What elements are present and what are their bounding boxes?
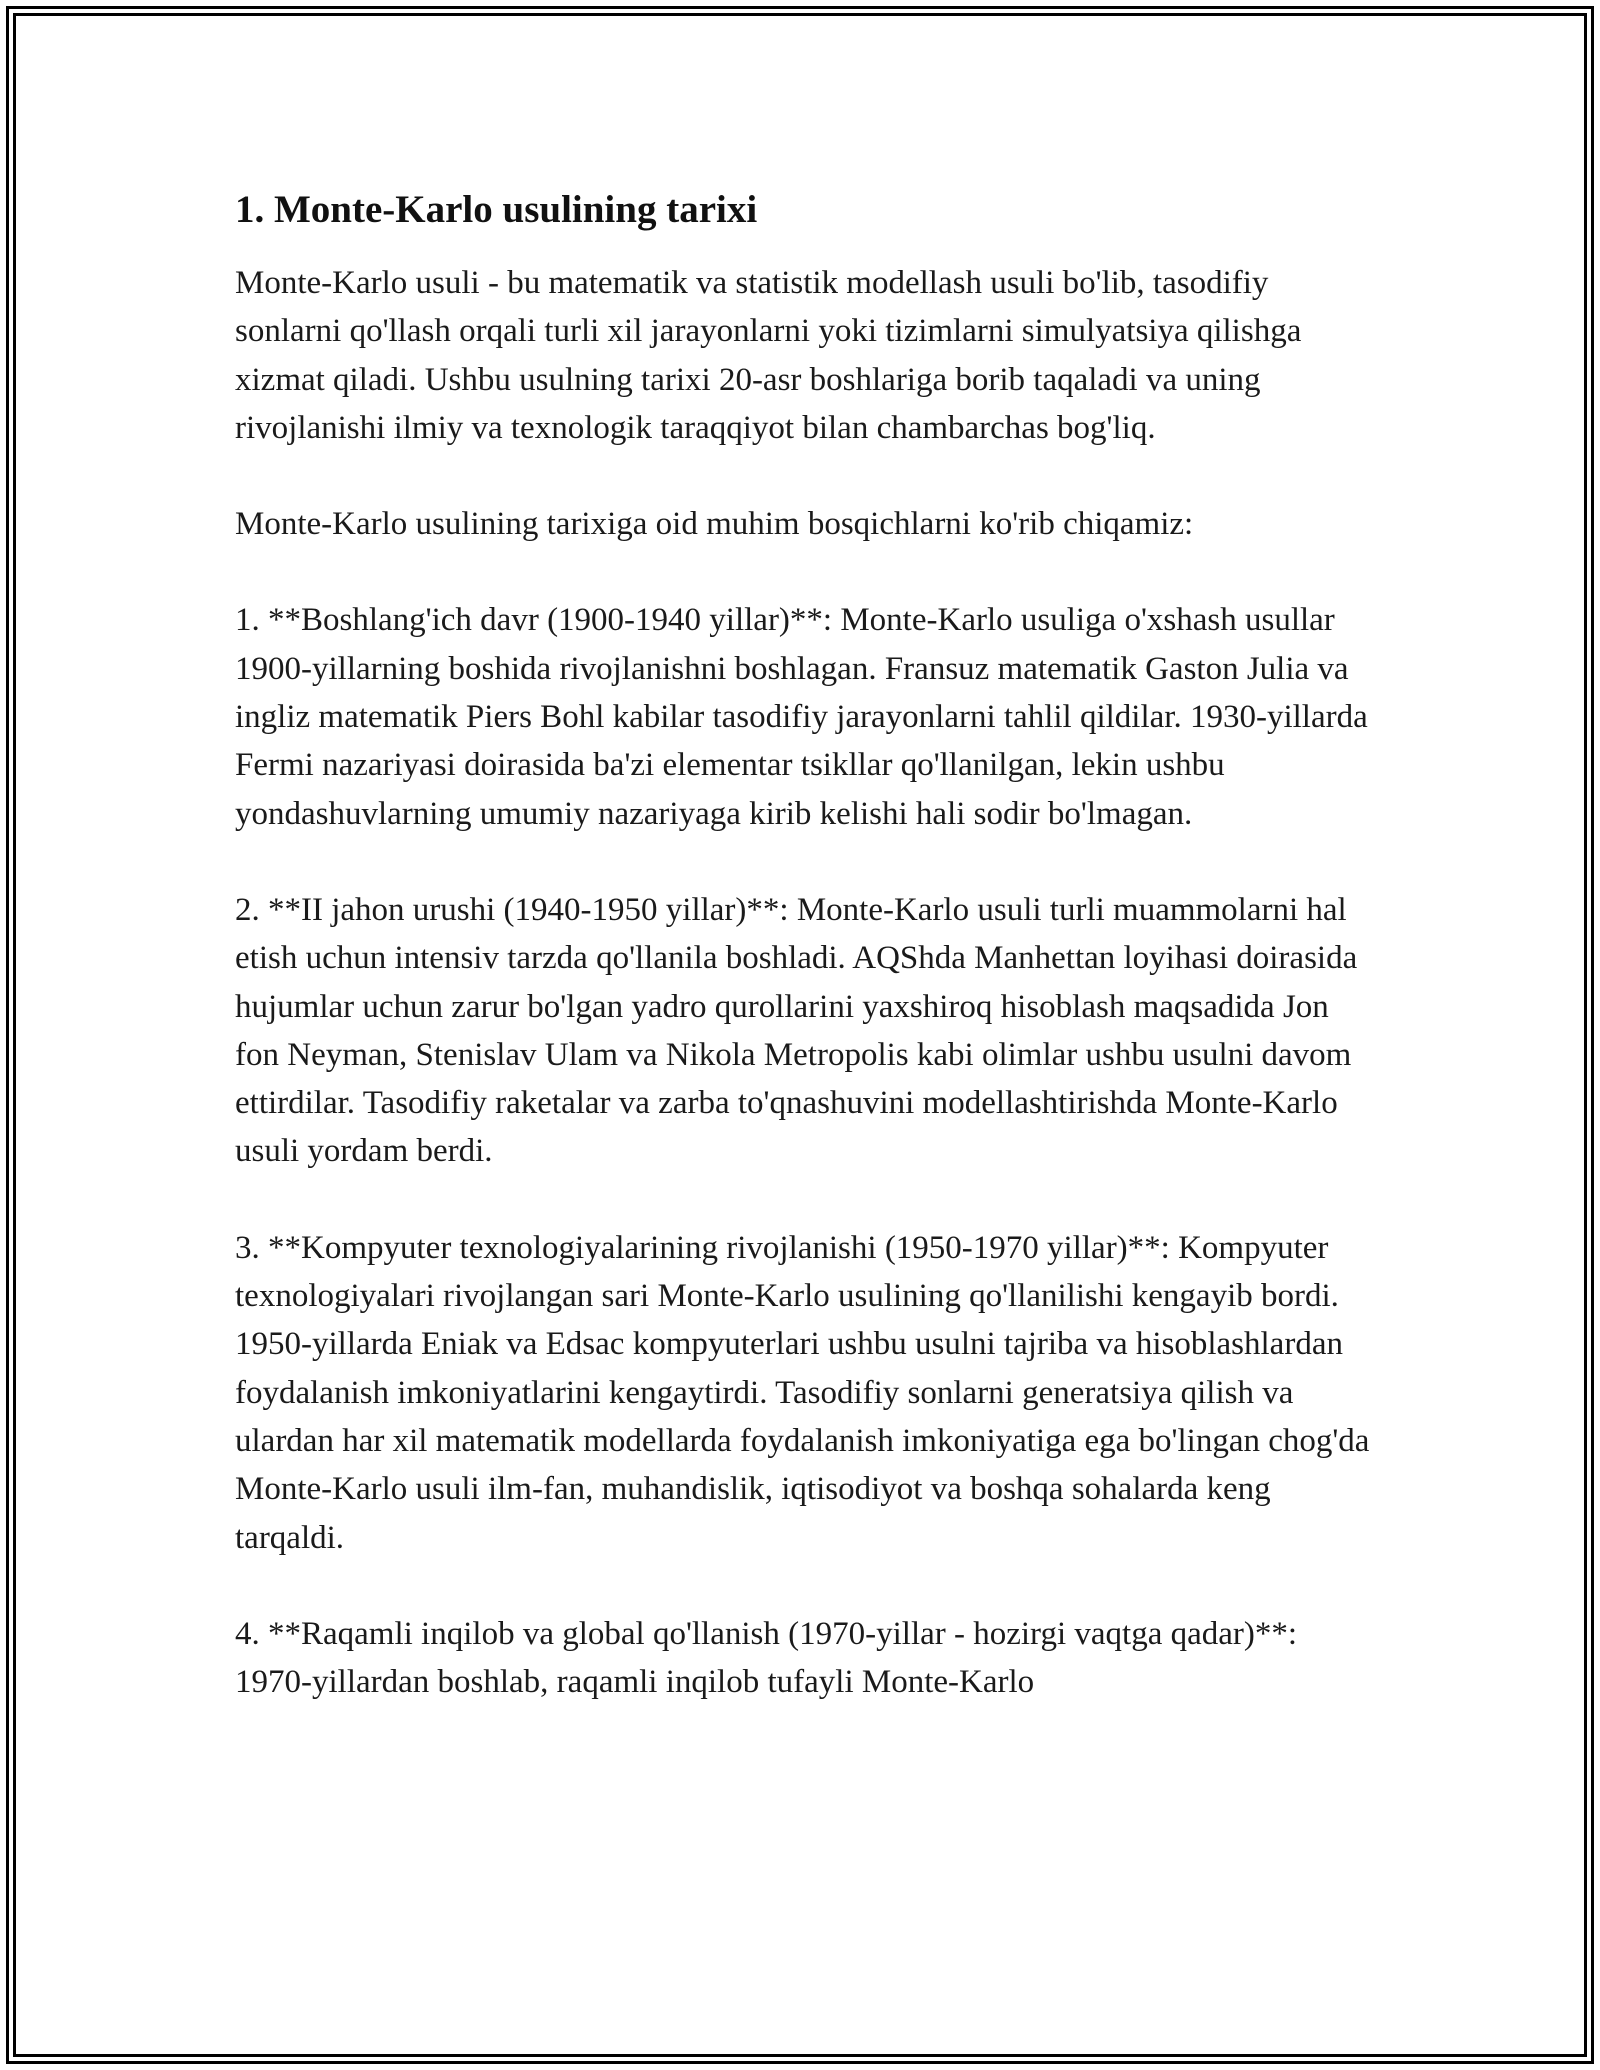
stages-intro-paragraph: Monte-Karlo usulining tarixiga oid muhim bosqichlarni ko'rib chiqamiz: bbox=[235, 506, 1194, 543]
stage-3-paragraph: 3. **Kompyuter texnologiyalarining rivojlanishi (1950-1970 yillar)**: Kompyuter texnologiyalari rivojlangan sari Monte-Karlo usulining qo'llanilishi kengayib bordi. 1950-yillarda Eniak va Edsac kompyuterlari ushbu usulni tajriba va hisoblashlardan foydalanish imkoniyatlarini kengaytirdi. Tasodifiy sonlarni generatsiya qilish va ulardan har xil matematik modellarda foydalanish imkoniyatiga ega bo'lingan chog'da Monte-Karlo usuli ilm-fan, muhandislik, iqtisodiyot va boshqa sohalarda keng tarqaldi. bbox=[235, 1229, 1370, 1556]
section-heading: 1. Monte-Karlo usulining tarixi bbox=[235, 188, 758, 231]
stage-2-paragraph: 2. **II jahon urushi (1940-1950 yillar)**: Monte-Karlo usuli turli muammolarni hal etish uchun intensiv tarzda qo'llanila boshladi. AQShda Manhettan loyihasi doirasida hujumlar uchun zarur bo'lgan yadro qurollarini yaxshiroq hisoblash maqsadida Jon fon Neyman, Stenislav Ulam va Nikola Metropolis kabi olimlar ushbu usulni davom ettirdilar. Tasodifiy raketalar va zarba to'qnashuvini modellashtirishda Monte-Karlo usuli yordam berdi. bbox=[235, 891, 1358, 1170]
stage-4-paragraph: 4. **Raqamli inqilob va global qo'llanish (1970-yillar - hozirgi vaqtga qadar)**: 1970-yillardan boshlab, raqamli inqilob tufayli Monte-Karlo bbox=[235, 1615, 1298, 1701]
document-body bbox=[235, 186, 1375, 1754]
intro-paragraph: Monte-Karlo usuli - bu matematik va statistik modellash usuli bo'lib, tasodifiy sonlarni qo'llash orqali turli xil jarayonlarni yoki tizimlarni simulyatsiya qilishga xizmat qiladi. Ushbu usulning tarixi 20-asr boshlariga borib taqaladi va uning rivojlanishi ilmiy va texnologik taraqqiyot bilan chambarchas bog'liq. bbox=[235, 265, 1302, 446]
stage-1-paragraph: 1. **Boshlang'ich davr (1900-1940 yillar)**: Monte-Karlo usuliga o'xshash usullar 1900-yillarning boshida rivojlanishni boshlagan. Fransuz matematik Gaston Julia va ingliz matematik Piers Bohl kabilar tasodifiy jarayonlarni tahlil qildilar. 1930-yillarda Fermi nazariyasi doirasida ba'zi elementar tsikllar qo'llanilgan, lekin ushbu yondashuvlarning umumiy nazariyaga kirib kelishi hali sodir bo'lmagan. bbox=[235, 602, 1368, 832]
